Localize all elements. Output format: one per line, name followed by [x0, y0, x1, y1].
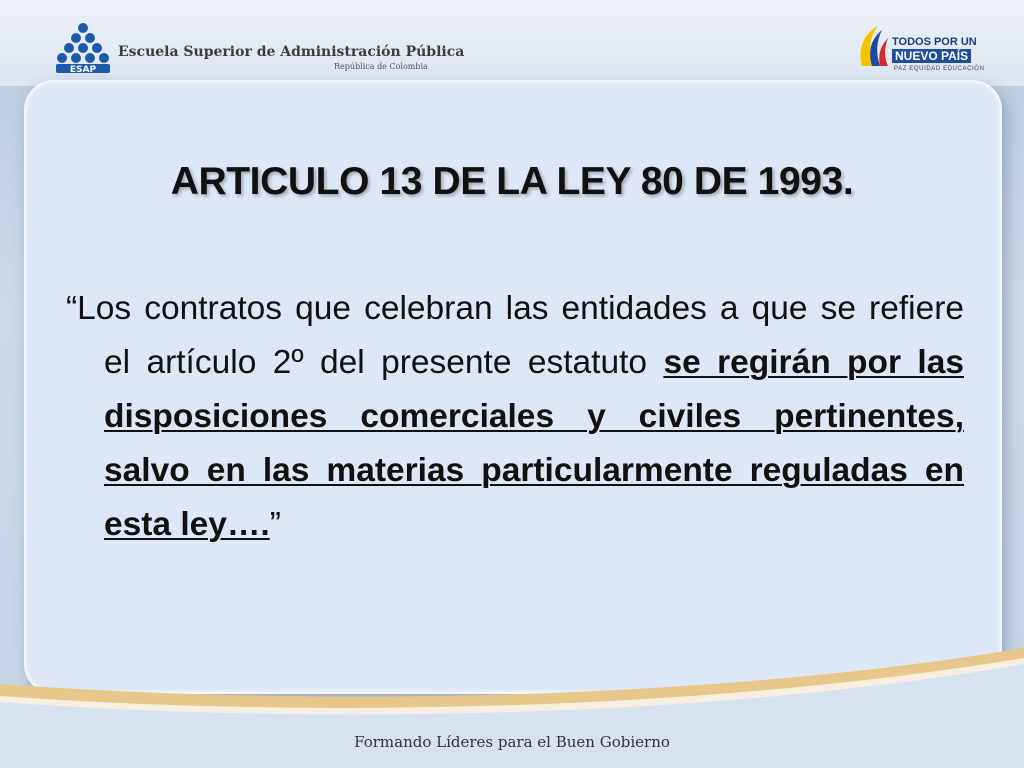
- gov-logo: [856, 22, 985, 76]
- org-name: Escuela Superior de Administración Pública: [118, 44, 465, 60]
- footer-motto: Formando Líderes para el Buen Gobierno: [354, 733, 670, 751]
- flag-emblem-icon: [856, 22, 890, 74]
- quote-close: ”: [269, 506, 281, 543]
- quote-emphasis: se regirán por las disposiciones comerciales y civiles pertinentes, salvo en las materias particularmente reguladas en esta ley….: [104, 344, 964, 543]
- svg-text:ESAP: ESAP: [69, 65, 97, 74]
- slide-title: ARTICULO 13 DE LA LEY 80 DE 1993.: [170, 160, 854, 203]
- gov-slogan-line1: TODOS POR UN: [892, 36, 977, 48]
- gov-slogan-line2: NUEVO PAÍS: [892, 49, 971, 63]
- esap-logo: [52, 22, 465, 77]
- esap-emblem-icon: [52, 22, 114, 74]
- quote-text: “Los contratos que celebran las entidades a que se refiere el artículo 2º del presente estatuto: [66, 290, 964, 381]
- quote-paragraph: [66, 282, 964, 552]
- gov-slogan-line3: PAZ EQUIDAD EDUCACIÓN: [894, 66, 985, 72]
- org-subtitle: República de Colombia: [334, 62, 428, 71]
